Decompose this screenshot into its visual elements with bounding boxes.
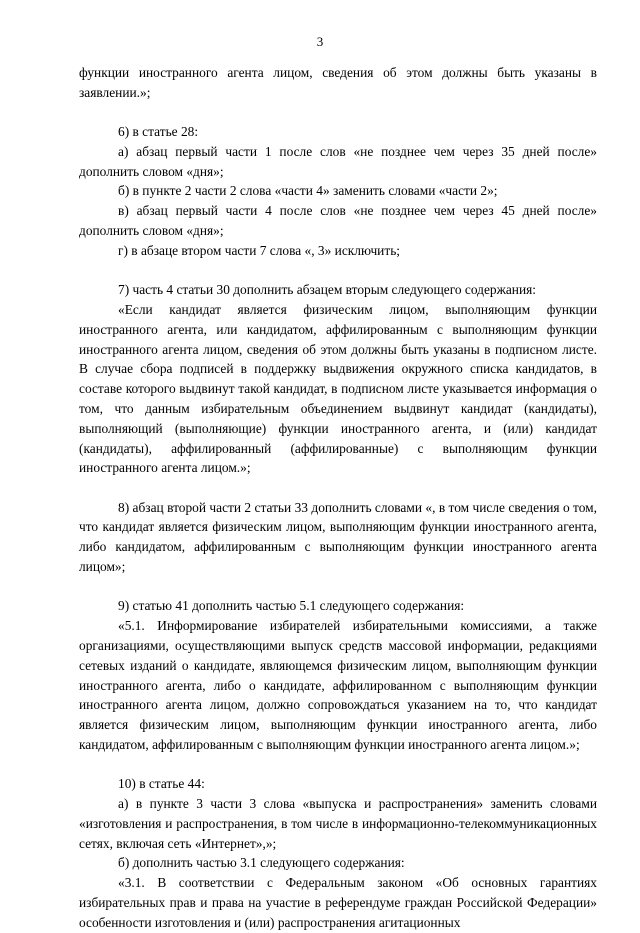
paragraph: в) абзац первый части 4 после слов «не позднее чем через 45 дней после» дополнить словом «дня»; [79,203,597,239]
document-body [79,63,597,933]
paragraph: 8) абзац второй части 2 статьи 33 дополнить словами «, в том числе сведения о том, что кандидат является физическим лицом, выполняющим функции иностранного агента, либо кандидатом, аффилированным с выполняющим функции иностранного агента лицом»; [79,499,597,575]
page-number: 3 [316,34,324,49]
paragraph: «5.1. Информирование избирателей избирательными комиссиями, а также организациями, осуществляющими выпуск средств массовой информации, редакциями сетевых изданий о кандидате, являющемся физическим лицом, выполняющим функции иностранного агента, либо о кандидате, аффилированном с выполняющим функции иностранного агента лицом, должно сопровождаться указанием на то, что кандидат является физическим лицом, выполняющим функции иностранного агента, либо кандидатом, аффилированным с выполняющим функции иностранного агента лицом.»; [79,618,597,752]
paragraph: а) в пункте 3 части 3 слова «выпуска и распространения» заменить словами «изготовления и распространения, в том числе в информационно-телекоммуникационных сетях, включая сеть «Интернет»,»; [79,796,597,851]
paragraph: а) абзац первый части 1 после слов «не позднее чем через 35 дней после» дополнить словом «дня»; [79,143,597,179]
paragraph: 6) в статье 28: [118,124,199,140]
paragraph: б) дополнить частью 3.1 следующего содержания: [118,855,405,871]
paragraph: «Если кандидат является физическим лицом, выполняющим функции иностранного агента, или кандидатом, аффилированным с выполняющим функции иностранного агента лицом, сведения об этом должны быть указаны в подписном листе. В случае сбора подписей в поддержку выдвижения окружного списка кандидатов, в составе которого выдвинут такой кандидат, в подписном листе указывается информация о том, что данным избирательным объединением выдвинут кандидат (кандидаты), выполняющий (выполняющие) функции иностранного агента, и (или) кандидат (кандидаты), аффилированный (аффилированные) с выполняющим функции иностранного агента лицом.»; [79,301,597,476]
paragraph: 9) статью 41 дополнить частью 5.1 следующего содержания: [118,598,465,614]
paragraph: функции иностранного агента лицом, сведения об этом должны быть указаны в заявлении.»; [79,65,597,100]
paragraph: «3.1. В соответствии с Федеральным законом «Об основных гарантиях избирательных прав и права на участие в референдуме граждан Российской Федерации» особенности изготовления и (или) распространения агитационных [79,875,597,930]
paragraph: 7) часть 4 статьи 30 дополнить абзацем вторым следующего содержания: [118,282,537,298]
paragraph: б) в пункте 2 части 2 слова «части 4» заменить словами «части 2»; [118,183,498,199]
paragraph: 10) в статье 44: [118,776,205,792]
paragraph: г) в абзаце втором части 7 слова «, 3» исключить; [118,242,401,258]
